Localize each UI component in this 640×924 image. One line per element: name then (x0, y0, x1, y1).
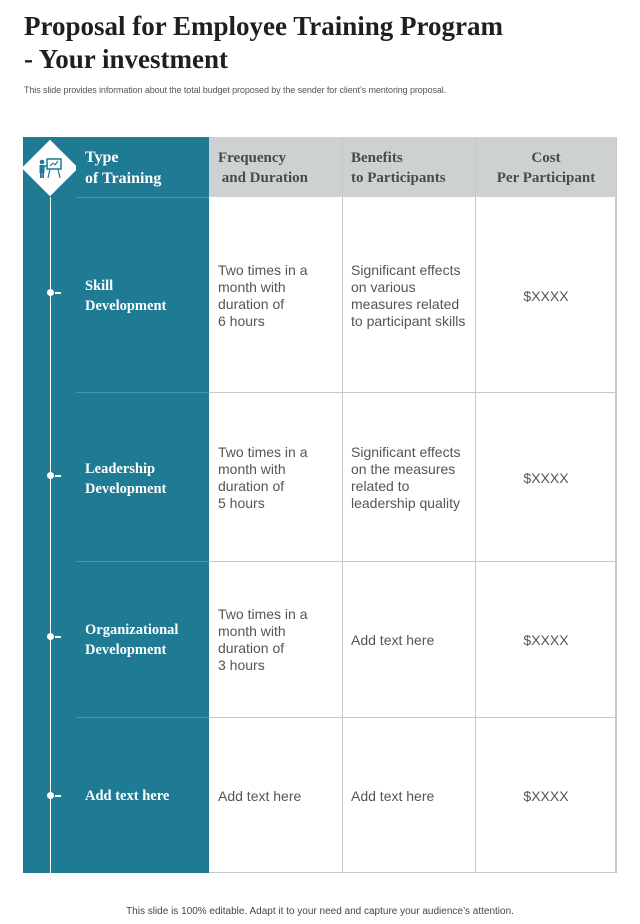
frequency-cell: Two times in a month with duration of 5 hours (218, 444, 308, 511)
training-type-cell: Add text here (85, 788, 170, 804)
cost-cell: $XXXX (523, 788, 569, 804)
row-separator (76, 197, 209, 198)
column-divider (475, 137, 476, 873)
timeline-dot (47, 289, 54, 296)
frequency-cell: Add text here (218, 788, 302, 804)
column-header-cost: Cost Per Participant (496, 150, 596, 186)
benefits-cell: Significant effects on various measures related to participant skills (351, 262, 466, 329)
benefits-cell: Significant effects on the measures related to leadership quality (351, 444, 461, 511)
subtitle: This slide provides information about the total budget proposed by the sender for client’s mentoring proposal. (24, 85, 447, 95)
timeline-dot (47, 472, 54, 479)
footer-note: This slide is 100% editable. Adapt it to your need and capture your audience’s attention. (126, 906, 514, 917)
column-header-frequency: Frequency and Duration (218, 150, 309, 186)
timeline-tick (55, 292, 61, 294)
column-divider (616, 137, 617, 873)
row-divider (209, 392, 616, 393)
page-title (24, 10, 624, 76)
cost-cell: $XXXX (523, 632, 569, 648)
column-header-type: Type of Training (85, 149, 162, 187)
cost-cell: $XXXX (523, 288, 569, 304)
row-separator (76, 561, 209, 562)
title-line-1: Proposal for Employee Training Program (24, 11, 503, 41)
column-divider (342, 137, 343, 873)
column-header-benefits: Benefits to Participants (351, 150, 446, 186)
timeline-line (50, 197, 51, 873)
training-type-cell: Leadership Development (85, 461, 167, 497)
timeline-dot (47, 792, 54, 799)
presentation-trainer-icon (33, 151, 67, 185)
timeline-tick (55, 475, 61, 477)
cost-cell: $XXXX (523, 470, 569, 486)
row-divider (209, 561, 616, 562)
benefits-cell: Add text here (351, 632, 435, 648)
timeline-dot (47, 633, 54, 640)
benefits-cell: Add text here (351, 788, 435, 804)
row-separator (76, 717, 209, 718)
title-line-2: - Your investment (24, 44, 228, 74)
row-separator (76, 392, 209, 393)
timeline-tick (55, 636, 61, 638)
training-type-cell: Organizational Development (85, 622, 179, 658)
frequency-cell: Two times in a month with duration of 3 hours (218, 606, 308, 673)
timeline-tick (55, 795, 61, 797)
training-type-cell: Skill Development (85, 278, 167, 314)
training-type-column (76, 137, 209, 873)
frequency-cell: Two times in a month with duration of 6 hours (218, 262, 308, 329)
row-divider (209, 717, 616, 718)
